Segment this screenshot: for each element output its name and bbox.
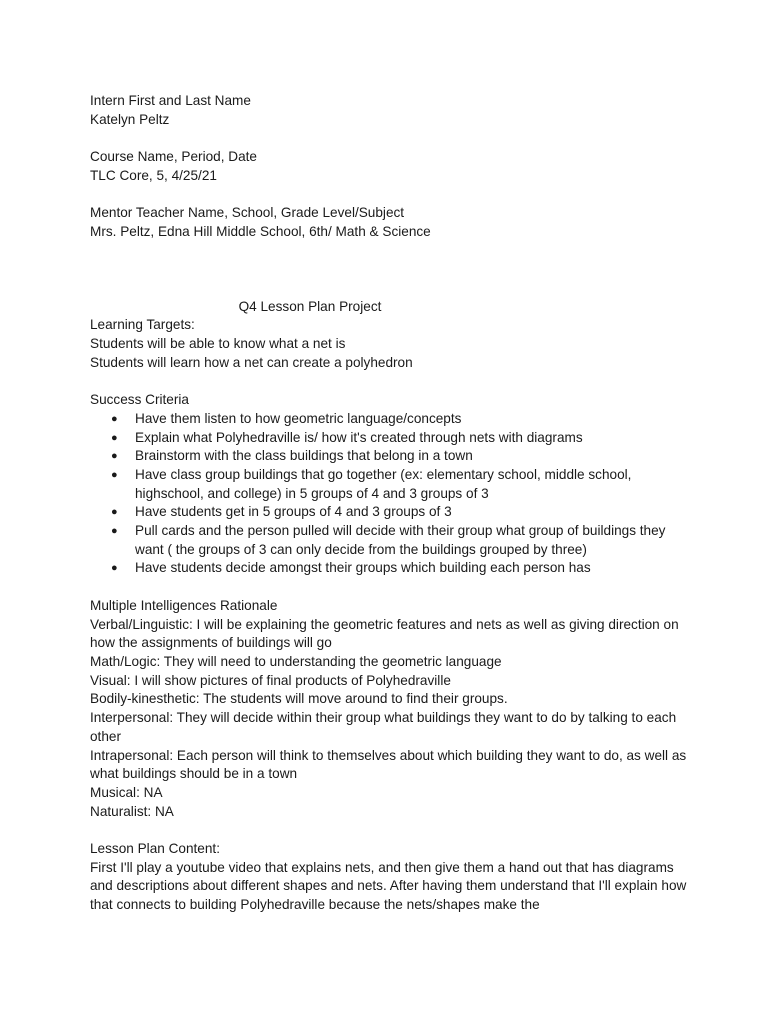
bullet-icon: ● [111, 525, 118, 538]
list-item [90, 447, 690, 466]
multiple-intelligences-heading: Multiple Intelligences Rationale [90, 597, 278, 613]
list-item-text: Have students decide amongst their groups which building each person has [135, 560, 591, 576]
lesson-content-heading: Lesson Plan Content: [90, 841, 220, 856]
list-item [90, 522, 690, 559]
intelligence-item: Math/Logic: They will need to understanding the geometric language [90, 653, 502, 669]
mentor-value: Mrs. Peltz, Edna Hill Middle School, 6th/ Math & Science [90, 223, 431, 239]
intelligence-item: Musical: NA [90, 784, 163, 800]
intern-label: Intern First and Last Name [90, 93, 251, 108]
learning-target-item: Students will learn how a net can create a polyhedron [90, 354, 413, 370]
list-item-text: Have class group buildings that go together (ex: elementary school, middle school, highschool, and college) in 5 groups of 4 and 3 groups of 3 [135, 466, 632, 501]
list-item [90, 559, 690, 578]
list-item [90, 503, 690, 522]
spacer [90, 578, 690, 597]
bullet-icon: ● [111, 506, 118, 519]
spacer [90, 279, 690, 298]
intern-value: Katelyn Peltz [90, 111, 170, 127]
spacer [90, 821, 690, 840]
mentor-label: Mentor Teacher Name, School, Grade Level/Subject [90, 205, 405, 221]
list-item-text: Pull cards and the person pulled will decide with their group what group of buildings they want ( the groups of 3 can only decide from the buildings grouped by three) [135, 523, 666, 557]
spacer [90, 129, 690, 148]
spacer [90, 260, 690, 279]
list-item-text: Brainstorm with the class buildings that belong in a town [135, 448, 473, 464]
learning-target-item: Students will be able to know what a net is [90, 336, 346, 352]
intelligence-item: Verbal/Linguistic: I will be explaining the geometric features and nets as well as giving direction on how the assignments of buildings will go [90, 616, 679, 651]
intelligence-item: Naturalist: NA [90, 803, 174, 819]
list-item [90, 466, 690, 503]
intelligence-item: Visual: I will show pictures of final products of Polyhedraville [90, 672, 451, 688]
spacer [90, 242, 690, 261]
intelligence-item: Bodily-kinesthetic: The students will move around to find their groups. [90, 691, 508, 707]
list-item-text: Have them listen to how geometric language/concepts [135, 410, 462, 426]
spacer [90, 186, 690, 205]
document-title: Q4 Lesson Plan Project [238, 298, 382, 314]
bullet-icon: ● [111, 562, 118, 575]
learning-targets-heading: Learning Targets: [90, 317, 195, 333]
bullet-icon: ● [111, 431, 118, 444]
lesson-content-text: First I'll play a youtube video that explains nets, and then give them a hand out that has diagrams and descriptions about different shapes and nets. After having them understand that I'll explain how that connects to building Polyhedraville because the nets/shapes make the [90, 859, 687, 913]
bullet-icon: ● [111, 412, 118, 425]
course-label: Course Name, Period, Date [90, 149, 257, 165]
list-item-text: Have students get in 5 groups of 4 and 3 groups of 3 [135, 504, 452, 520]
bullet-icon: ● [111, 468, 118, 481]
success-criteria-list [90, 410, 690, 578]
list-item [90, 410, 690, 429]
bullet-icon: ● [111, 450, 118, 463]
document-page [90, 92, 690, 915]
success-criteria-heading: Success Criteria [90, 392, 189, 408]
course-value: TLC Core, 5, 4/25/21 [90, 167, 217, 183]
intelligence-item: Intrapersonal: Each person will think to themselves about which building they want to do, as well as what buildings should be in a town [90, 747, 687, 782]
spacer [90, 372, 690, 391]
list-item [90, 429, 690, 448]
intelligence-item: Interpersonal: They will decide within their group what buildings they want to do by talking to each other [90, 710, 677, 744]
list-item-text: Explain what Polyhedraville is/ how it's created through nets with diagrams [135, 429, 583, 445]
